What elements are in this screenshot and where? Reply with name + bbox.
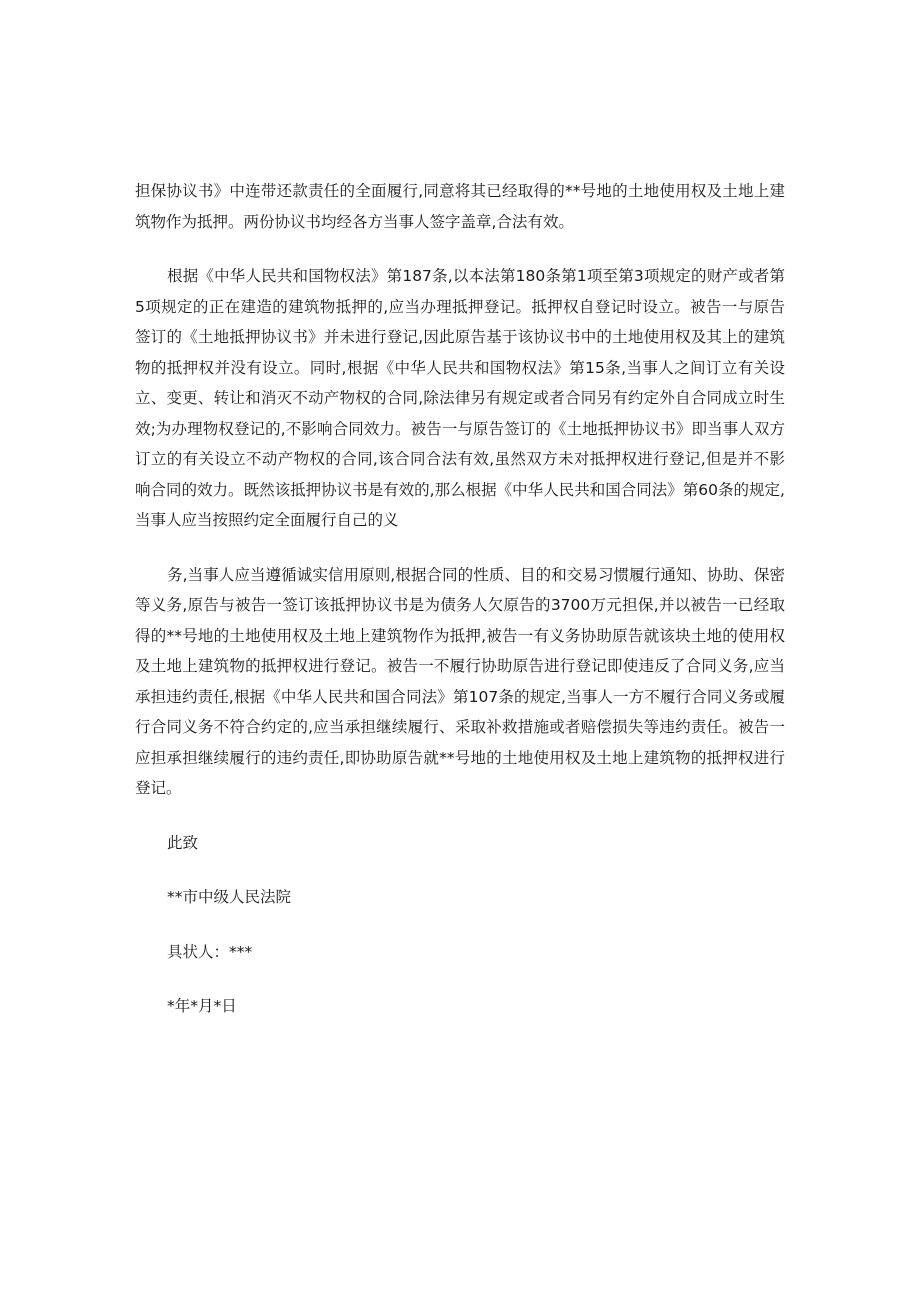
court-name: **市中级人民法院 <box>167 888 292 906</box>
salutation: 此致 <box>167 833 199 852</box>
document-body <box>135 176 785 1022</box>
paragraph-contract-law: 务,当事人应当遵循诚实信用原则,根据合同的性质、目的和交易习惯履行通知、协助、保密等义务,原告与被告一签订该抵押协议书是为债务人欠原告的3700万元担保,并以被告一已经取得的**号地的土地使用权及土地上建筑物作为抵押,被告一有义务协助原告就该块土地的使用权及土地上建筑物的抵押权进行登记。被告一不履行协助原告进行登记即使违反了合同义务,应当承担违约责任,根据《中华人民共和国合同法》第107条的规定,当事人一方不履行合同义务或履行合同义务不符合约定的,应当承担继续履行、采取补救措施或者赔偿损失等违约责任。被告一应担承担继续履行的违约责任,即协助原告就**号地的土地使用权及土地上建筑物的抵押权进行登记。 <box>135 565 785 797</box>
paragraph-continuation: 担保协议书》中连带还款责任的全面履行,同意将其已经取得的**号地的土地使用权及土地上建筑物作为抵押。两份协议书均经各方当事人签字盖章,合法有效。 <box>135 182 785 231</box>
petitioner-signature: 具状人：*** <box>167 942 253 961</box>
paragraph-property-law: 根据《中华人民共和国物权法》第187条,以本法第180条第1项至第3项规定的财产或者第5项规定的正在建造的建筑物抵押的,应当办理抵押登记。抵押权自登记时设立。被告一与原告签订的《土地抵押协议书》并未进行登记,因此原告基于该协议书中的土地使用权及其上的建筑物的抵押权并没有设立。同时,根据《中华人民共和国物权法》第15条,当事人之间订立有关设立、变更、转让和消灭不动产物权的合同,除法律另有规定或者合同另有约定外自合同成立时生效;为办理物权登记的,不影响合同效力。被告一与原告签订的《土地抵押协议书》即当事人双方订立的有关设立不动产物权的合同,该合同合法有效,虽然双方未对抵押权进行登记,但是并不影响合同的效力。既然该抵押协议书是有效的,那么根据《中华人民共和国合同法》第60条的规定,当事人应当按照约定全面履行自己的义 <box>135 267 785 529</box>
document-date: *年*月*日 <box>167 997 237 1015</box>
